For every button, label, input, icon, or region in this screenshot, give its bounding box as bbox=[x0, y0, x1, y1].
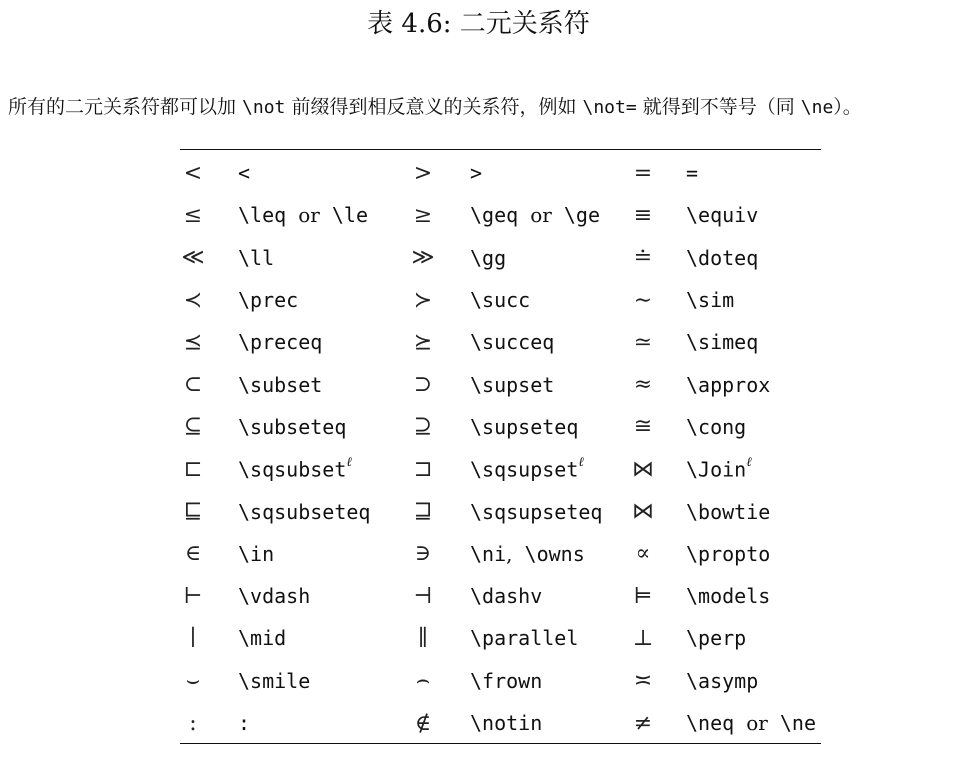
latex-command-cell bbox=[686, 660, 821, 702]
table-row bbox=[180, 448, 821, 490]
latex-command: = bbox=[686, 161, 699, 186]
symbol-glyph: ≥ bbox=[413, 202, 433, 228]
symbol-glyph: ⊏ bbox=[183, 456, 203, 482]
latex-command: \supset bbox=[470, 372, 555, 397]
column-gap bbox=[656, 152, 686, 194]
symbol-glyph: < bbox=[183, 160, 203, 186]
separator-comma: , bbox=[506, 541, 513, 566]
column-gap bbox=[656, 363, 686, 405]
column-gap bbox=[656, 279, 686, 321]
symbol-glyph: ⊐ bbox=[413, 456, 433, 482]
latex-command-alias: \ne bbox=[779, 711, 816, 735]
latex-command: \sqsupset bbox=[470, 457, 579, 482]
latex-command-alias: \ge bbox=[563, 203, 600, 228]
table-row bbox=[180, 237, 821, 279]
column-gap bbox=[206, 448, 238, 490]
symbol-glyph: ≅ bbox=[633, 414, 653, 440]
latex-command: < bbox=[238, 161, 251, 186]
table-row bbox=[180, 533, 821, 575]
symbol-glyph: ∥ bbox=[417, 625, 429, 651]
column-gap bbox=[206, 533, 238, 575]
latex-command-cell bbox=[470, 490, 630, 532]
intro-paragraph bbox=[8, 92, 953, 123]
latex-command-cell bbox=[238, 406, 410, 448]
column-gap bbox=[436, 194, 470, 236]
latex-command: \subseteq bbox=[238, 414, 347, 439]
latex-command: \smile bbox=[238, 668, 311, 693]
symbol-glyph: ≍ bbox=[633, 668, 653, 694]
column-gap bbox=[206, 152, 238, 194]
latex-command: : bbox=[238, 711, 251, 735]
column-gap bbox=[206, 363, 238, 405]
latex-command: \geq bbox=[470, 203, 519, 228]
latex-command-cell bbox=[238, 575, 410, 617]
table-body bbox=[180, 152, 821, 744]
symbol-glyph: = bbox=[633, 160, 653, 186]
table-row bbox=[180, 406, 821, 448]
intro-text-4: ）。 bbox=[833, 96, 862, 118]
latex-command-cell bbox=[238, 279, 410, 321]
column-gap bbox=[436, 363, 470, 405]
latex-command: \doteq bbox=[686, 245, 759, 270]
latex-command-alias: \le bbox=[331, 203, 368, 228]
latex-command: \supseteq bbox=[470, 414, 579, 439]
latex-command-cell bbox=[686, 575, 821, 617]
table-row bbox=[180, 490, 821, 532]
symbol-glyph: ⊇ bbox=[413, 414, 433, 440]
latex-command-cell bbox=[686, 321, 821, 363]
latex-command: \sqsubseteq bbox=[238, 499, 371, 524]
symbol-glyph: ≈ bbox=[633, 372, 653, 398]
column-gap bbox=[436, 237, 470, 279]
symbol-glyph: ≠ bbox=[633, 710, 653, 736]
symbol-glyph: ≤ bbox=[183, 202, 203, 228]
column-gap bbox=[206, 279, 238, 321]
latex-command: \in bbox=[238, 541, 275, 566]
latex-command-cell bbox=[238, 363, 410, 405]
column-gap bbox=[656, 617, 686, 659]
latex-command-cell bbox=[686, 194, 821, 236]
package-marker: ℓ bbox=[578, 454, 584, 470]
symbol-glyph: ⌢ bbox=[415, 668, 431, 694]
latex-command-cell bbox=[470, 617, 630, 659]
column-gap bbox=[206, 575, 238, 617]
symbol-glyph: ∼ bbox=[633, 287, 653, 313]
latex-command-cell bbox=[238, 533, 410, 575]
latex-command: \leq bbox=[238, 203, 287, 228]
latex-command-cell bbox=[470, 321, 630, 363]
symbol-glyph: ⪯ bbox=[183, 329, 203, 355]
latex-command-alias: \owns bbox=[524, 541, 585, 566]
column-gap bbox=[436, 617, 470, 659]
column-gap bbox=[656, 660, 686, 702]
latex-command: \simeq bbox=[686, 330, 759, 355]
latex-command-cell bbox=[686, 617, 821, 659]
table-row bbox=[180, 660, 821, 702]
latex-command-cell bbox=[238, 617, 410, 659]
column-gap bbox=[436, 575, 470, 617]
latex-command-cell bbox=[470, 194, 630, 236]
symbol-glyph: ⊒ bbox=[413, 499, 433, 525]
latex-command-cell bbox=[686, 152, 821, 194]
latex-command-cell bbox=[470, 533, 630, 575]
latex-command-cell bbox=[470, 702, 630, 744]
relation-symbol-table bbox=[180, 152, 821, 744]
latex-command: \bowtie bbox=[686, 499, 771, 524]
table-row bbox=[180, 152, 821, 194]
package-marker: ℓ bbox=[746, 454, 752, 470]
symbol-glyph: ∋ bbox=[414, 541, 432, 567]
latex-command: \cong bbox=[686, 414, 747, 439]
table-row bbox=[180, 575, 821, 617]
symbol-glyph: > bbox=[413, 160, 433, 186]
latex-command: \preceq bbox=[238, 330, 323, 355]
latex-command: \perp bbox=[686, 626, 747, 651]
latex-command-cell bbox=[686, 279, 821, 321]
column-gap bbox=[206, 406, 238, 448]
column-gap bbox=[436, 533, 470, 575]
symbol-glyph: ∉ bbox=[414, 710, 432, 736]
latex-command: \gg bbox=[470, 245, 507, 270]
latex-command-cell bbox=[238, 321, 410, 363]
symbol-glyph: ⊑ bbox=[183, 499, 203, 525]
symbol-glyph: ∈ bbox=[184, 541, 202, 567]
latex-command-cell bbox=[686, 237, 821, 279]
table-row bbox=[180, 363, 821, 405]
column-gap bbox=[656, 194, 686, 236]
latex-command-cell bbox=[686, 490, 821, 532]
symbol-glyph: ≡ bbox=[633, 202, 653, 228]
column-gap bbox=[436, 448, 470, 490]
or-word: or bbox=[530, 203, 552, 228]
latex-command-cell bbox=[686, 448, 821, 490]
symbol-glyph: ⊣ bbox=[413, 583, 433, 609]
latex-command-cell bbox=[238, 448, 410, 490]
latex-command: \succeq bbox=[470, 330, 555, 355]
latex-command: \neq bbox=[686, 711, 735, 735]
intro-text-2: 前缀得到相反意义的关系符，例如 bbox=[285, 96, 583, 118]
table-caption: 表 4.6: 二元关系符 bbox=[367, 9, 590, 39]
latex-command-cell bbox=[238, 152, 410, 194]
column-gap bbox=[656, 533, 686, 575]
latex-command-cell bbox=[470, 363, 630, 405]
column-gap bbox=[206, 660, 238, 702]
latex-command: \approx bbox=[686, 372, 771, 397]
intro-cmd-ne: \ne bbox=[800, 97, 834, 118]
or-word: or bbox=[746, 711, 768, 735]
latex-command: \Join bbox=[686, 457, 747, 482]
column-gap bbox=[656, 575, 686, 617]
column-gap bbox=[206, 321, 238, 363]
latex-command: \ni bbox=[470, 541, 507, 566]
latex-command: \subset bbox=[238, 372, 323, 397]
column-gap bbox=[656, 237, 686, 279]
latex-command: \mid bbox=[238, 626, 287, 651]
column-gap bbox=[436, 406, 470, 448]
latex-command-cell bbox=[686, 363, 821, 405]
latex-command-cell bbox=[470, 448, 630, 490]
symbol-glyph: ⊃ bbox=[413, 372, 433, 398]
latex-command-cell bbox=[470, 279, 630, 321]
symbol-glyph: ⊆ bbox=[183, 414, 203, 440]
table-row bbox=[180, 321, 821, 363]
table-top-rule bbox=[180, 149, 821, 150]
latex-command: \sqsubset bbox=[238, 457, 347, 482]
column-gap bbox=[656, 702, 686, 744]
latex-command: \vdash bbox=[238, 584, 311, 609]
symbol-glyph: ⌣ bbox=[185, 668, 201, 694]
latex-command: \dashv bbox=[470, 584, 543, 609]
intro-cmd-not: \not bbox=[242, 97, 286, 118]
symbol-glyph: ≫ bbox=[411, 245, 435, 271]
latex-command-cell bbox=[470, 237, 630, 279]
latex-command: \ll bbox=[238, 245, 275, 270]
latex-command: \notin bbox=[470, 711, 543, 735]
symbol-glyph: ⊢ bbox=[183, 583, 203, 609]
package-marker: ℓ bbox=[346, 454, 352, 470]
table-row bbox=[180, 279, 821, 321]
latex-command-cell bbox=[686, 406, 821, 448]
column-gap bbox=[656, 448, 686, 490]
table-row bbox=[180, 617, 821, 659]
latex-command: \propto bbox=[686, 541, 771, 566]
latex-command: \sqsupseteq bbox=[470, 499, 603, 524]
latex-command-cell bbox=[238, 660, 410, 702]
column-gap bbox=[436, 660, 470, 702]
column-gap bbox=[436, 702, 470, 744]
column-gap bbox=[656, 490, 686, 532]
latex-command-cell bbox=[470, 575, 630, 617]
symbol-glyph: ≻ bbox=[413, 287, 433, 313]
symbol-glyph: ∝ bbox=[635, 541, 651, 567]
column-gap bbox=[436, 321, 470, 363]
column-gap bbox=[436, 152, 470, 194]
column-gap bbox=[656, 406, 686, 448]
latex-command-cell bbox=[238, 194, 410, 236]
symbol-glyph: ≃ bbox=[633, 329, 653, 355]
symbol-glyph: ⊥ bbox=[632, 625, 654, 651]
column-gap bbox=[206, 490, 238, 532]
symbol-glyph: ⋈ bbox=[632, 499, 654, 525]
symbol-glyph: ∣ bbox=[189, 625, 197, 651]
column-gap bbox=[206, 237, 238, 279]
symbol-glyph: ≐ bbox=[633, 245, 653, 271]
latex-command-cell bbox=[470, 660, 630, 702]
latex-command-cell bbox=[686, 702, 821, 744]
latex-command-cell bbox=[470, 152, 630, 194]
latex-command: \asymp bbox=[686, 668, 759, 693]
latex-command: \equiv bbox=[686, 203, 759, 228]
latex-command: \models bbox=[686, 584, 771, 609]
symbol-glyph: ⋈ bbox=[632, 456, 654, 482]
latex-command: \parallel bbox=[470, 626, 579, 651]
symbol-glyph: ≪ bbox=[181, 245, 205, 271]
column-gap bbox=[206, 194, 238, 236]
latex-command: \succ bbox=[470, 288, 531, 313]
latex-command-cell bbox=[686, 533, 821, 575]
latex-command: \prec bbox=[238, 288, 299, 313]
symbol-glyph: ⪰ bbox=[413, 329, 433, 355]
latex-command: > bbox=[470, 161, 483, 186]
table-row bbox=[180, 702, 821, 744]
intro-text-1: 所有的二元关系符都可以加 bbox=[8, 96, 243, 118]
table-bottom-rule bbox=[180, 743, 821, 744]
column-gap bbox=[206, 702, 238, 744]
latex-command-cell bbox=[470, 406, 630, 448]
latex-command: \frown bbox=[470, 668, 543, 693]
or-word: or bbox=[298, 203, 320, 228]
latex-command-cell bbox=[238, 490, 410, 532]
symbol-glyph: : bbox=[189, 710, 197, 736]
column-gap bbox=[436, 279, 470, 321]
symbol-glyph: ⊂ bbox=[183, 372, 203, 398]
column-gap bbox=[656, 321, 686, 363]
column-gap bbox=[206, 617, 238, 659]
intro-text-3: 就得到不等号（同 bbox=[636, 96, 801, 118]
latex-command-cell bbox=[238, 702, 410, 744]
table-row bbox=[180, 194, 821, 236]
latex-command-cell bbox=[238, 237, 410, 279]
intro-cmd-not-equal: \not= bbox=[582, 97, 637, 118]
symbol-glyph: ⊨ bbox=[633, 583, 653, 609]
latex-command: \sim bbox=[686, 288, 735, 313]
symbol-glyph: ≺ bbox=[183, 287, 203, 313]
column-gap bbox=[436, 490, 470, 532]
